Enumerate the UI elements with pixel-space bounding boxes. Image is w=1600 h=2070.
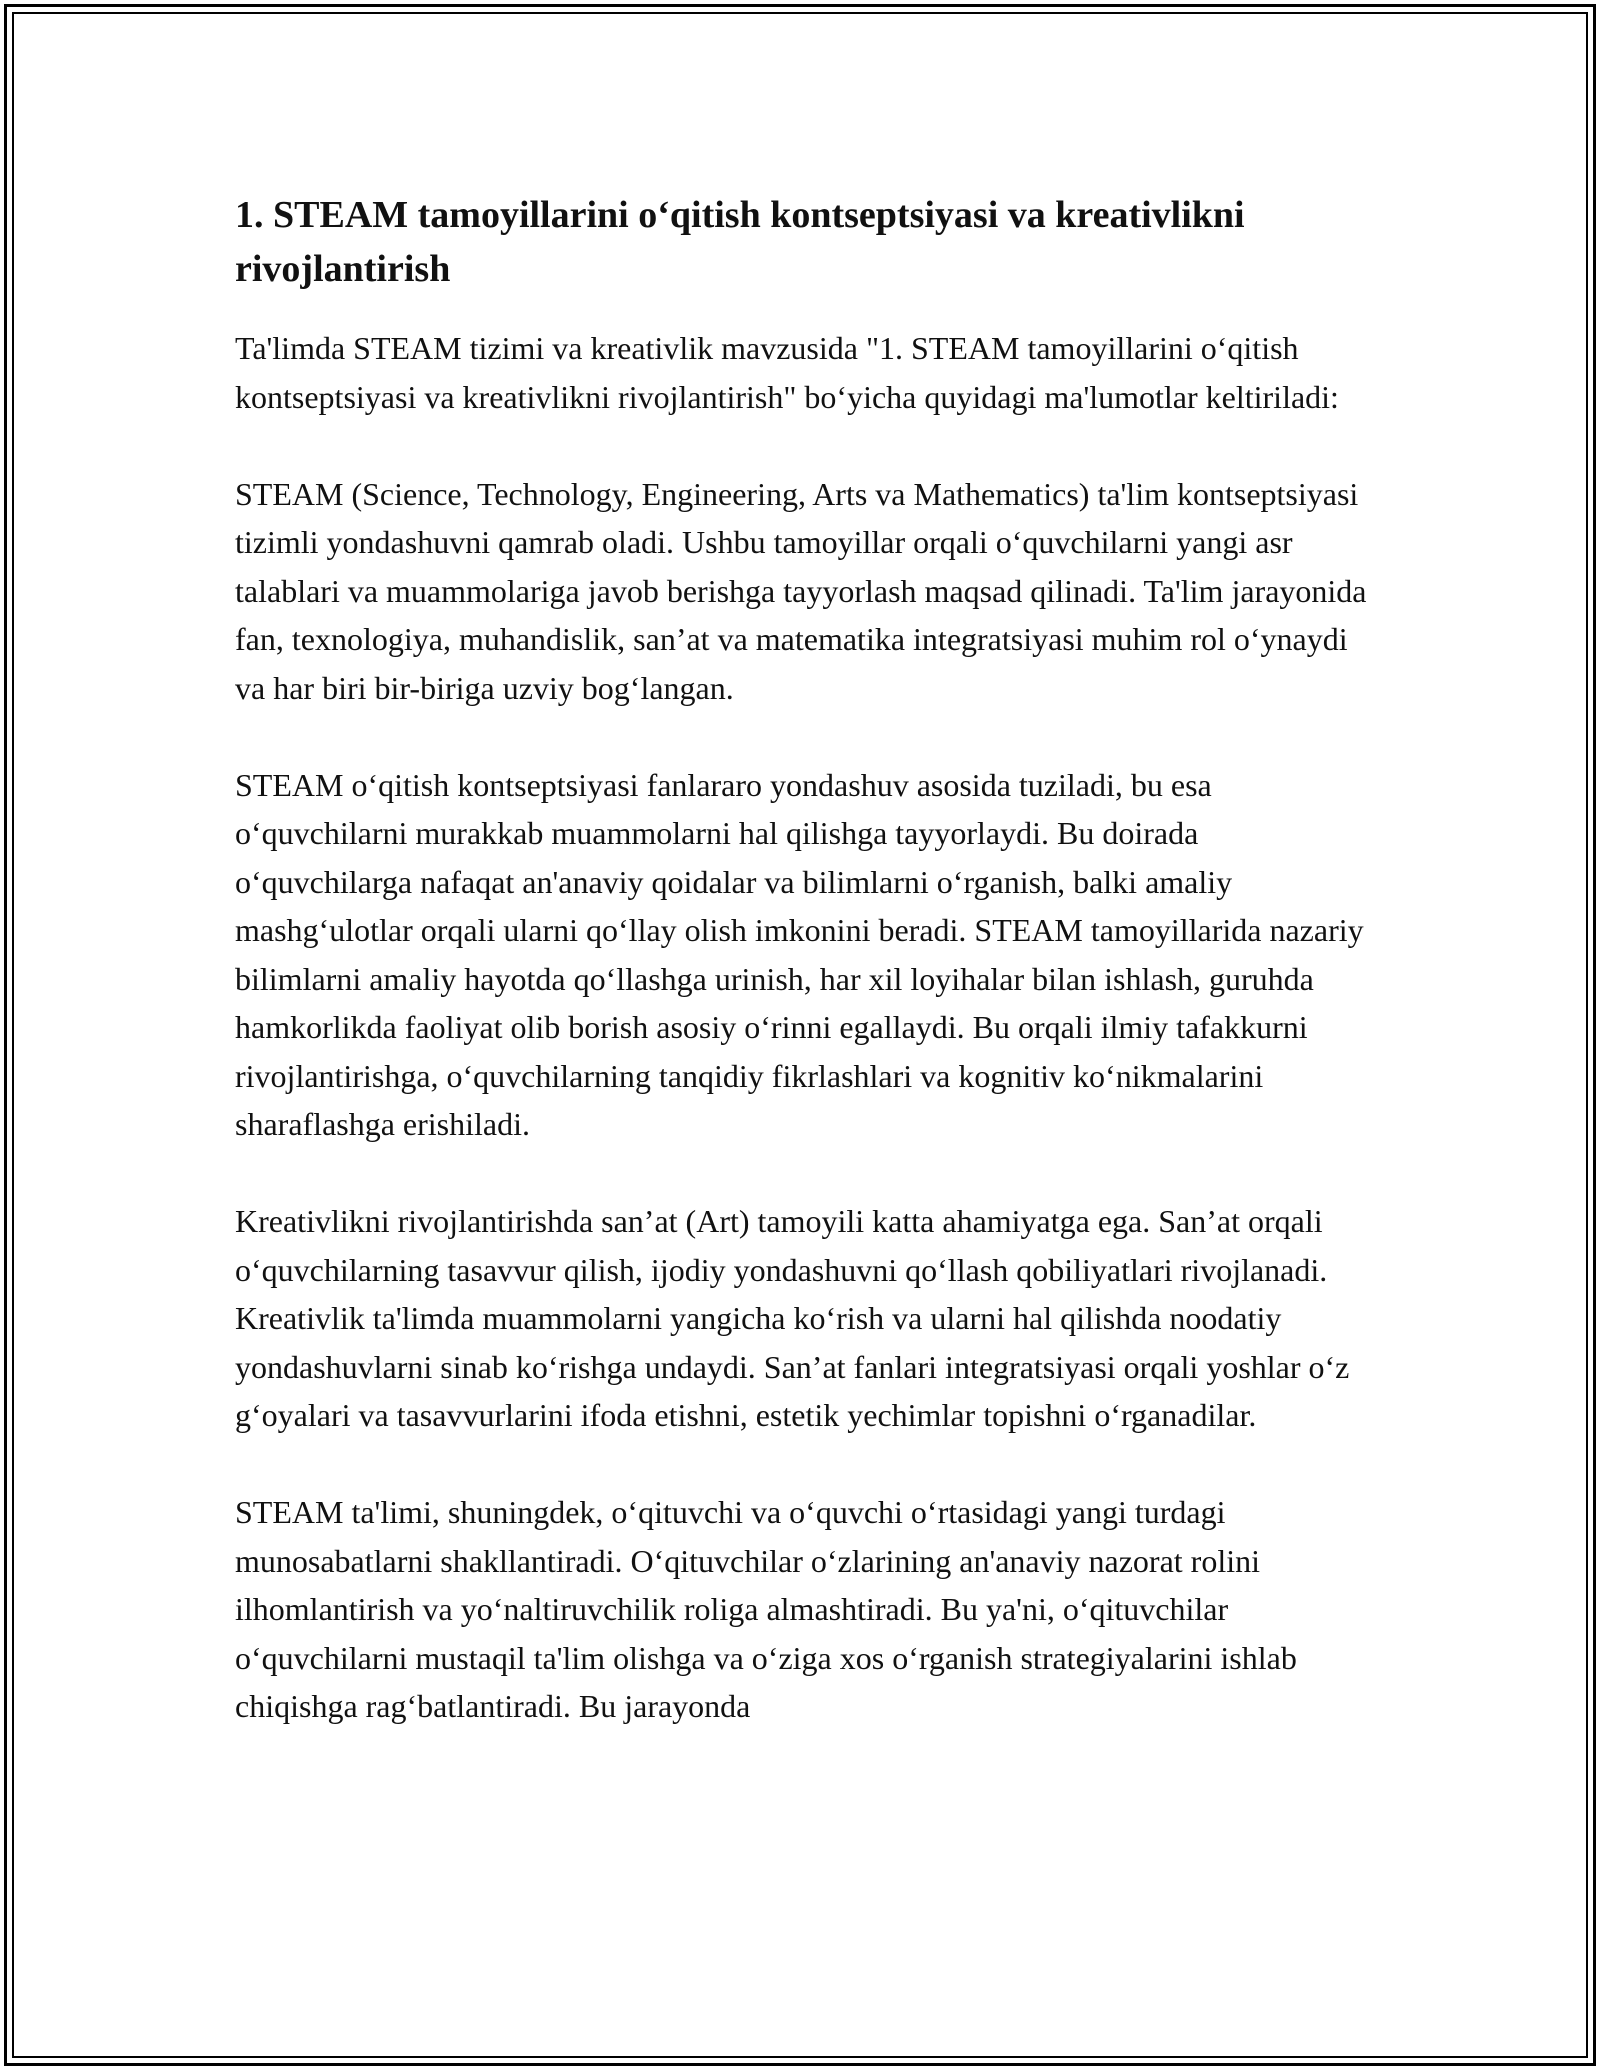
- document-body: [235, 188, 1370, 1779]
- paragraph-intro: Ta'limda STEAM tizimi va kreativlik mavzusida "1. STEAM tamoyillarini o‘qitish kontseptsiyasi va kreativlikni rivojlantirish" bo‘yicha quyidagi ma'lumotlar keltiriladi:: [235, 330, 1339, 415]
- paragraph-creativity-art: Kreativlikni rivojlantirishda san’at (Art) tamoyili katta ahamiyatga ega. San’at orqali o‘quvchilarning tasavvur qilish, ijodiy yondashuvni qo‘llash qobiliyatlari rivojlanadi. Kreativlik ta'limda muammolarni yangicha ko‘rish va ularni hal qilishda noodatiy yondashuvlarni sinab ko‘rishga undaydi. San’at fanlari integratsiyasi orqali yoshlar o‘z g‘oyalari va tasavvurlarini ifoda etishni, estetik yechimlar topishni o‘rganadilar.: [235, 1203, 1350, 1433]
- paragraph-teacher-student: STEAM ta'limi, shuningdek, o‘qituvchi va o‘quvchi o‘rtasidagi yangi turdagi munosabatlarni shakllantiradi. O‘qituvchilar o‘zlarining an'anaviy nazorat rolini ilhomlantirish va yo‘naltiruvchilik roliga almashtiradi. Bu ya'ni, o‘qituvchilar o‘quvchilarni mustaqil ta'lim olishga va o‘ziga xos o‘rganish strategiyalarini ishlab chiqishga rag‘batlantiradi. Bu jarayonda: [235, 1494, 1297, 1724]
- document-title: 1. STEAM tamoyillarini o‘qitish kontseptsiyasi va kreativlikni rivojlantirish: [235, 194, 1245, 290]
- paragraph-interdisciplinary: STEAM o‘qitish kontseptsiyasi fanlararo yondashuv asosida tuziladi, bu esa o‘quvchilarni murakkab muammolarni hal qilishga tayyorlaydi. Bu doirada o‘quvchilarga nafaqat an'anaviy qoidalar va bilimlarni o‘rganish, balki amaliy mashg‘ulotlar orqali ularni qo‘llay olish imkonini beradi. STEAM tamoyillarida nazariy bilimlarni amaliy hayotda qo‘llashga urinish, har xil loyihalar bilan ishlash, guruhda hamkorlikda faoliyat olib borish asosiy o‘rinni egallaydi. Bu orqali ilmiy tafakkurni rivojlantirishga, o‘quvchilarning tanqidiy fikrlashlari va kognitiv ko‘nikmalarini sharaflashga erishiladi.: [235, 766, 1364, 1142]
- paragraph-steam-definition: STEAM (Science, Technology, Engineering, Arts va Mathematics) ta'lim kontseptsiyasi tizimli yondashuvni qamrab oladi. Ushbu tamoyillar orqali o‘quvchilarni yangi asr talablari va muammolariga javob berishga tayyorlash maqsad qilinadi. Ta'lim jarayonida fan, texnologiya, muhandislik, san’at va matematika integratsiyasi muhim rol o‘ynaydi va har biri bir-biriga uzviy bog‘langan.: [235, 475, 1367, 706]
